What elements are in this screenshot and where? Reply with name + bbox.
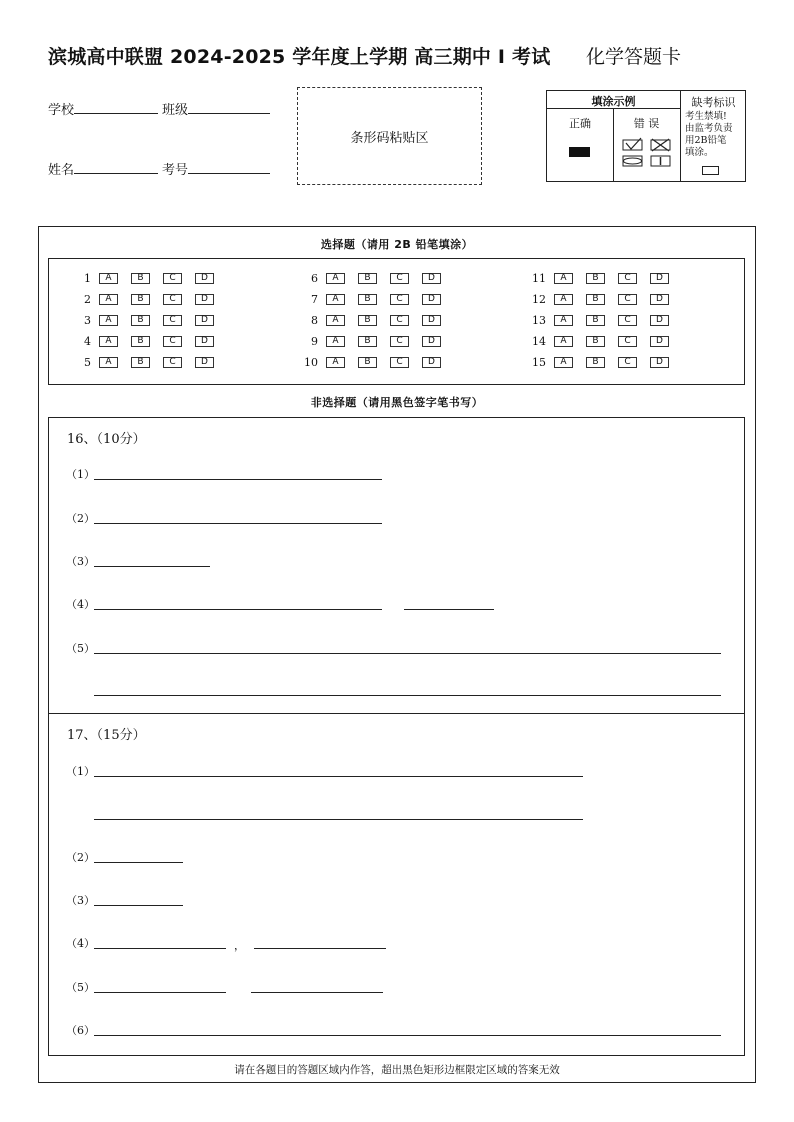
option-c-bubble[interactable]: C — [618, 357, 637, 368]
school-field[interactable] — [74, 113, 158, 114]
footer-notice: 请在各题目的答题区域内作答，超出黑色矩形边框限定区域的答案无效 — [234, 1064, 560, 1076]
answer-area — [38, 226, 756, 1083]
q17-part1-line-b[interactable] — [94, 819, 583, 820]
option-c-bubble[interactable]: C — [618, 294, 637, 305]
page-title: 滨城高中联盟 2024-2025 学年度上学期 高三期中 Ⅰ 考试 — [48, 46, 551, 68]
q16-answer-box — [48, 417, 745, 714]
option-d-bubble[interactable]: D — [650, 357, 669, 368]
name-field[interactable] — [74, 173, 158, 174]
option-d-bubble[interactable]: D — [422, 336, 441, 347]
question-number: 1 — [84, 271, 91, 285]
correct-label: 正确 — [569, 117, 591, 130]
option-b-bubble[interactable]: B — [131, 294, 150, 305]
q16-part4-line-b[interactable] — [404, 609, 494, 610]
question-number: 7 — [311, 292, 318, 306]
option-b-bubble[interactable]: B — [358, 357, 377, 368]
q16-part2-line[interactable] — [94, 523, 382, 524]
option-b-bubble[interactable]: B — [586, 294, 605, 305]
option-c-bubble[interactable]: C — [618, 315, 637, 326]
question-number: 10 — [304, 355, 318, 369]
choice-question-15 — [524, 355, 682, 369]
option-a-bubble[interactable]: A — [554, 315, 573, 326]
option-c-bubble[interactable]: C — [390, 336, 409, 347]
name-label: 姓名 — [48, 163, 75, 178]
option-c-bubble[interactable]: C — [390, 315, 409, 326]
option-c-bubble[interactable]: C — [390, 273, 409, 284]
q16-part2-label: （2） — [66, 512, 95, 525]
option-c-bubble[interactable]: C — [618, 273, 637, 284]
option-b-bubble[interactable]: B — [358, 336, 377, 347]
option-a-bubble[interactable]: A — [326, 294, 345, 305]
option-b-bubble[interactable]: B — [586, 315, 605, 326]
choice-question-6 — [296, 271, 454, 285]
option-b-bubble[interactable]: B — [586, 336, 605, 347]
option-d-bubble[interactable]: D — [195, 357, 214, 368]
q17-part3-line[interactable] — [94, 905, 183, 906]
option-a-bubble[interactable]: A — [99, 294, 118, 305]
class-field[interactable] — [188, 113, 270, 114]
q16-part3-label: （3） — [66, 555, 95, 568]
question-number: 6 — [311, 271, 318, 285]
q16-part5-line-b[interactable] — [94, 695, 721, 696]
barcode-area — [297, 87, 482, 185]
option-d-bubble[interactable]: D — [650, 294, 669, 305]
wrong-label: 错 误 — [633, 117, 660, 130]
option-d-bubble[interactable]: D — [650, 315, 669, 326]
question-number: 4 — [84, 334, 91, 348]
option-d-bubble[interactable]: D — [422, 294, 441, 305]
option-c-bubble[interactable]: C — [618, 336, 637, 347]
q17-part5-line-a[interactable] — [94, 992, 226, 993]
q16-part5-label: （5） — [66, 642, 95, 655]
option-d-bubble[interactable]: D — [422, 315, 441, 326]
choice-question-4 — [69, 334, 227, 348]
option-a-bubble[interactable]: A — [554, 273, 573, 284]
option-a-bubble[interactable]: A — [99, 273, 118, 284]
option-d-bubble[interactable]: D — [195, 273, 214, 284]
option-d-bubble[interactable]: D — [195, 315, 214, 326]
q16-part1-label: （1） — [66, 468, 95, 481]
absent-title: 缺考标识 — [691, 96, 736, 109]
absent-note: 考生禁填! 由监考负责 用2B铅笔 填涂。 — [685, 111, 733, 158]
school-label: 学校 — [48, 103, 75, 118]
subject-title: 化学答题卡 — [586, 46, 682, 68]
q17-part5-label: （5） — [66, 981, 95, 994]
option-b-bubble[interactable]: B — [358, 273, 377, 284]
option-b-bubble[interactable]: B — [131, 357, 150, 368]
option-d-bubble[interactable]: D — [650, 273, 669, 284]
question-number: 12 — [532, 292, 546, 306]
q16-part4-line-a[interactable] — [94, 609, 382, 610]
q16-part4-label: （4） — [66, 598, 95, 611]
option-b-bubble[interactable]: B — [358, 294, 377, 305]
q17-part3-label: （3） — [66, 894, 95, 907]
option-d-bubble[interactable]: D — [422, 357, 441, 368]
option-c-bubble[interactable]: C — [163, 357, 182, 368]
option-b-bubble[interactable]: B — [131, 336, 150, 347]
q16-part1-line[interactable] — [94, 479, 382, 480]
choice-question-14 — [524, 334, 682, 348]
class-label: 班级 — [162, 103, 189, 118]
choice-question-12 — [524, 292, 682, 306]
q17-title: 17、（15分） — [67, 728, 146, 743]
option-b-bubble[interactable]: B — [586, 357, 605, 368]
option-c-bubble[interactable]: C — [163, 315, 182, 326]
choice-question-9 — [296, 334, 454, 348]
q17-part4-line-a[interactable] — [94, 948, 226, 949]
option-a-bubble[interactable]: A — [326, 315, 345, 326]
option-b-bubble[interactable]: B — [131, 273, 150, 284]
option-a-bubble[interactable]: A — [99, 357, 118, 368]
choice-question-10 — [296, 355, 454, 369]
choice-heading: 选择题（请用 2B 铅笔填涂） — [320, 238, 474, 251]
q17-part1-line-a[interactable] — [94, 776, 583, 777]
q17-part1-label: （1） — [66, 765, 95, 778]
barcode-label: 条形码粘贴区 — [350, 130, 429, 146]
correct-fill-sample — [569, 147, 590, 157]
choice-question-2 — [69, 292, 227, 306]
fill-example-panel — [546, 90, 746, 182]
choice-question-7 — [296, 292, 454, 306]
option-c-bubble[interactable]: C — [163, 336, 182, 347]
choice-question-1 — [69, 271, 227, 285]
q17-part2-line[interactable] — [94, 862, 183, 863]
question-number: 5 — [84, 355, 91, 369]
exam-no-field[interactable] — [188, 173, 270, 174]
option-d-bubble[interactable]: D — [195, 336, 214, 347]
q17-part6-label: （6） — [66, 1024, 95, 1037]
q16-part3-line[interactable] — [94, 566, 210, 567]
option-c-bubble[interactable]: C — [163, 273, 182, 284]
option-a-bubble[interactable]: A — [554, 357, 573, 368]
choice-question-5 — [69, 355, 227, 369]
option-a-bubble[interactable]: A — [554, 294, 573, 305]
exam-no-label: 考号 — [162, 163, 189, 178]
absent-fill-box[interactable] — [702, 166, 719, 175]
question-number: 14 — [532, 334, 546, 348]
q17-part4-label: （4） — [66, 937, 95, 950]
option-b-bubble[interactable]: B — [586, 273, 605, 284]
q17-part2-label: （2） — [66, 851, 95, 864]
option-a-bubble[interactable]: A — [99, 336, 118, 347]
q17-part6-line[interactable] — [94, 1035, 721, 1036]
q16-part5-line-a[interactable] — [94, 653, 721, 654]
option-c-bubble[interactable]: C — [390, 357, 409, 368]
option-a-bubble[interactable]: A — [326, 336, 345, 347]
q17-part5-line-b[interactable] — [251, 992, 383, 993]
question-number: 11 — [532, 271, 546, 285]
option-a-bubble[interactable]: A — [554, 336, 573, 347]
question-number: 15 — [532, 355, 546, 369]
nonchoice-heading: 非选择题（请用黑色签字笔书写） — [310, 396, 484, 409]
choice-question-3 — [69, 313, 227, 327]
question-number: 9 — [311, 334, 318, 348]
wrong-fill-samples-icon — [621, 137, 673, 169]
choice-question-8 — [296, 313, 454, 327]
option-a-bubble[interactable]: A — [326, 273, 345, 284]
fill-example-title: 填涂示例 — [591, 95, 636, 108]
q16-title: 16、（10分） — [67, 432, 146, 447]
choice-question-11 — [524, 271, 682, 285]
option-d-bubble[interactable]: D — [422, 273, 441, 284]
choice-grid — [48, 258, 745, 385]
option-c-bubble[interactable]: C — [390, 294, 409, 305]
q17-part4-line-b[interactable] — [254, 948, 386, 949]
q17-part4-comma: ， — [234, 939, 245, 952]
question-number: 13 — [532, 313, 546, 327]
q17-answer-box — [48, 713, 745, 1056]
option-b-bubble[interactable]: B — [131, 315, 150, 326]
option-a-bubble[interactable]: A — [99, 315, 118, 326]
option-a-bubble[interactable]: A — [326, 357, 345, 368]
option-b-bubble[interactable]: B — [358, 315, 377, 326]
question-number: 3 — [84, 313, 91, 327]
option-d-bubble[interactable]: D — [650, 336, 669, 347]
question-number: 2 — [84, 292, 91, 306]
option-c-bubble[interactable]: C — [163, 294, 182, 305]
question-number: 8 — [311, 313, 318, 327]
choice-question-13 — [524, 313, 682, 327]
option-d-bubble[interactable]: D — [195, 294, 214, 305]
